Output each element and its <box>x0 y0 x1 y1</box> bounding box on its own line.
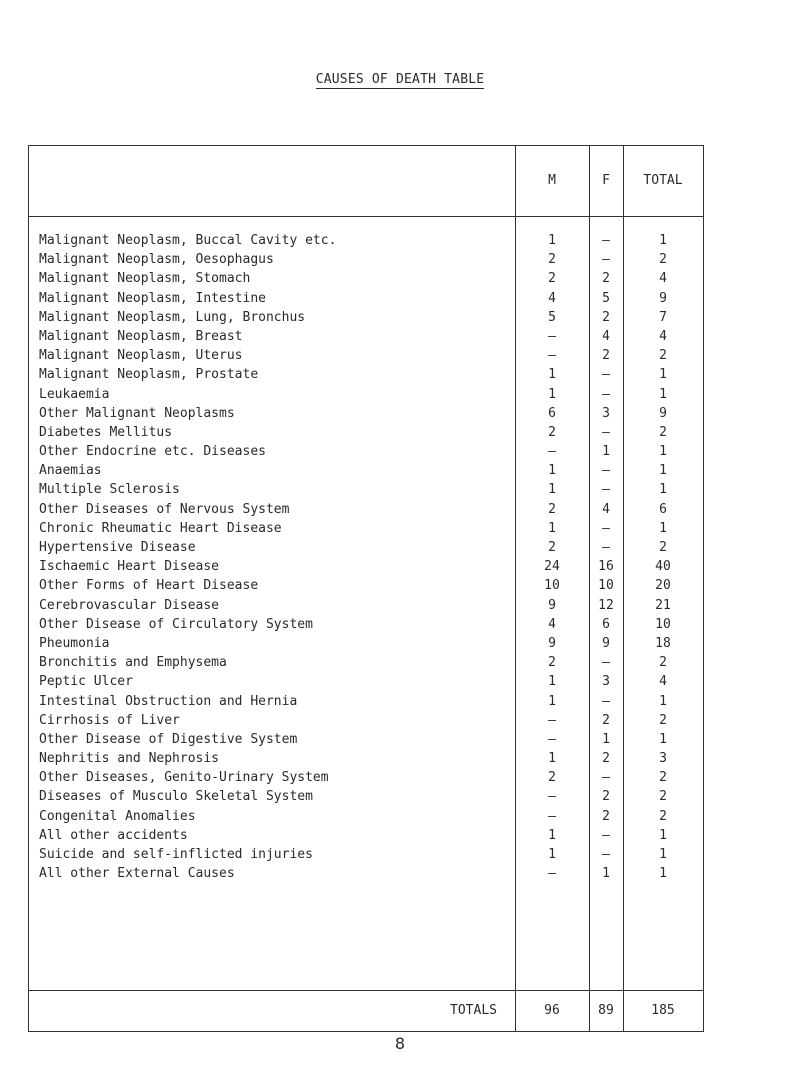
female-count: 10 <box>598 578 614 594</box>
table-row <box>29 576 703 595</box>
female-count: 6 <box>602 616 610 632</box>
table-row <box>29 826 703 845</box>
female-count: 2 <box>602 808 610 824</box>
male-count: 1 <box>548 847 556 862</box>
title-text: CAUSES OF DEATH TABLE <box>315 72 485 87</box>
cause-label: Malignant Neoplasm, Buccal Cavity etc. <box>39 233 337 248</box>
male-count: 9 <box>548 635 556 651</box>
total-count: 9 <box>659 290 667 306</box>
female-count: 2 <box>602 348 610 364</box>
table-row <box>29 768 703 787</box>
table-row <box>29 404 703 423</box>
table-row <box>29 423 703 442</box>
male-count: – <box>548 348 556 364</box>
female-count: 9 <box>602 635 610 651</box>
female-count: – <box>602 233 610 248</box>
cause-label: Malignant Neoplasm, Lung, Bronchus <box>39 309 306 325</box>
male-count: 9 <box>548 597 556 613</box>
table-row <box>29 365 703 384</box>
male-count: 24 <box>544 559 560 575</box>
table-row <box>29 231 703 250</box>
male-count: 2 <box>548 540 556 555</box>
table-row <box>29 634 703 653</box>
table-row <box>29 480 703 499</box>
female-count: 4 <box>602 328 610 344</box>
table-row <box>29 269 703 288</box>
total-count: 3 <box>659 751 667 767</box>
cause-label: Other Endocrine etc. Diseases <box>39 444 266 460</box>
cause-label: Suicide and self-inflicted injuries <box>39 847 313 862</box>
table-row <box>29 289 703 308</box>
male-count: 10 <box>544 578 560 594</box>
female-count: 2 <box>602 271 610 287</box>
total-count: 1 <box>659 463 667 479</box>
cause-label: Multiple Sclerosis <box>39 482 180 498</box>
table-row <box>29 807 703 826</box>
female-count: – <box>602 655 610 671</box>
male-count: 1 <box>548 751 556 767</box>
table-row <box>29 308 703 327</box>
table-row <box>29 500 703 519</box>
cause-label: Chronic Rheumatic Heart Disease <box>39 520 282 536</box>
cause-label: Malignant Neoplasm, Stomach <box>39 271 251 287</box>
cause-label: Leukaemia <box>39 386 110 402</box>
male-count: 1 <box>548 367 556 383</box>
male-count: – <box>548 731 556 747</box>
totals-m: 96 <box>544 1003 560 1018</box>
cause-label: All other accidents <box>39 827 188 843</box>
total-count: 2 <box>659 252 667 268</box>
header-total: TOTAL <box>643 173 683 188</box>
total-count: 1 <box>659 731 667 747</box>
total-count: 1 <box>659 233 667 248</box>
cause-label: Malignant Neoplasm, Oesophagus <box>39 252 274 268</box>
header-rule <box>29 216 703 217</box>
male-count: 1 <box>548 693 556 709</box>
female-count: – <box>602 252 610 268</box>
cause-label: Anaemias <box>39 463 102 479</box>
table-row <box>29 787 703 806</box>
totals-total: 185 <box>651 1003 675 1018</box>
table-row <box>29 864 703 883</box>
total-count: 40 <box>655 559 671 575</box>
female-count: – <box>602 463 610 479</box>
table-row <box>29 557 703 576</box>
cause-label: Pheumonia <box>39 635 110 651</box>
female-count: 2 <box>602 789 610 805</box>
total-count: 21 <box>655 597 671 613</box>
male-count: 2 <box>548 424 556 440</box>
cause-label: Peptic Ulcer <box>39 674 133 690</box>
table-row <box>29 461 703 480</box>
total-count: 2 <box>659 540 667 555</box>
table-row <box>29 749 703 768</box>
total-count: 2 <box>659 348 667 364</box>
male-count: 2 <box>548 655 556 671</box>
total-count: 2 <box>659 808 667 824</box>
table-row <box>29 845 703 864</box>
cause-label: Intestinal Obstruction and Hernia <box>39 693 298 709</box>
male-count: 4 <box>548 290 556 306</box>
table-row <box>29 250 703 269</box>
cause-label: Cerebrovascular Disease <box>39 597 220 613</box>
total-count: 2 <box>659 770 667 786</box>
male-count: – <box>548 808 556 824</box>
female-count: 12 <box>598 597 614 613</box>
table-row <box>29 692 703 711</box>
table-row <box>29 385 703 404</box>
female-count: 2 <box>602 712 610 728</box>
table-row <box>29 730 703 749</box>
female-count: – <box>602 424 610 440</box>
male-count: 2 <box>548 770 556 786</box>
male-count: 2 <box>548 501 556 517</box>
cause-label: Malignant Neoplasm, Intestine <box>39 290 266 306</box>
female-count: 1 <box>602 866 610 882</box>
table-row <box>29 653 703 672</box>
male-count: 1 <box>548 233 556 248</box>
cause-label: All other External Causes <box>39 866 235 882</box>
cause-label: Nephritis and Nephrosis <box>39 751 220 767</box>
totals-rule <box>29 990 703 991</box>
female-count: 1 <box>602 731 610 747</box>
table-row <box>29 596 703 615</box>
male-count: – <box>548 444 556 460</box>
total-count: 4 <box>659 328 667 344</box>
total-count: 1 <box>659 444 667 460</box>
female-count: – <box>602 540 610 555</box>
total-count: 2 <box>659 712 667 728</box>
total-count: 6 <box>659 501 667 517</box>
table-row <box>29 615 703 634</box>
table-row <box>29 327 703 346</box>
female-count: 1 <box>602 444 610 460</box>
female-count: – <box>602 847 610 862</box>
cause-label: Congenital Anomalies <box>39 808 196 824</box>
male-count: – <box>548 866 556 882</box>
male-count: 1 <box>548 482 556 498</box>
female-count: – <box>602 827 610 843</box>
female-count: 4 <box>602 501 610 517</box>
cause-label: Other Malignant Neoplasms <box>39 405 235 421</box>
cause-label: Other Disease of Digestive System <box>39 731 298 747</box>
total-count: 4 <box>659 271 667 287</box>
male-count: – <box>548 712 556 728</box>
causes-of-death-table <box>28 145 704 1032</box>
cause-label: Other Forms of Heart Disease <box>39 578 259 594</box>
cause-label: Other Disease of Circulatory System <box>39 616 313 632</box>
cause-label: Diabetes Mellitus <box>39 424 173 440</box>
total-count: 2 <box>659 789 667 805</box>
female-count: 5 <box>602 290 610 306</box>
male-count: 2 <box>548 252 556 268</box>
cause-label: Hypertensive Disease <box>39 540 196 555</box>
totals-label: TOTALS <box>450 1003 497 1018</box>
male-count: 5 <box>548 309 556 325</box>
total-count: 1 <box>659 482 667 498</box>
table-row <box>29 538 703 557</box>
cause-label: Malignant Neoplasm, Prostate <box>39 367 259 383</box>
cause-label: Other Diseases, Genito-Urinary System <box>39 770 329 786</box>
male-count: 1 <box>548 463 556 479</box>
cause-label: Ischaemic Heart Disease <box>39 559 220 575</box>
cause-label: Bronchitis and Emphysema <box>39 655 227 671</box>
male-count: – <box>548 789 556 805</box>
table-row <box>29 672 703 691</box>
female-count: – <box>602 482 610 498</box>
header-m: M <box>548 173 556 188</box>
total-count: 20 <box>655 578 671 594</box>
female-count: 3 <box>602 674 610 690</box>
female-count: – <box>602 367 610 383</box>
totals-f: 89 <box>598 1003 614 1018</box>
cause-label: Cirrhosis of Liver <box>39 712 180 728</box>
female-count: 2 <box>602 309 610 325</box>
male-count: 1 <box>548 520 556 536</box>
total-count: 1 <box>659 847 667 862</box>
female-count: – <box>602 693 610 709</box>
male-count: – <box>548 328 556 344</box>
cause-label: Malignant Neoplasm, Uterus <box>39 348 243 364</box>
total-count: 18 <box>655 635 671 651</box>
male-count: 4 <box>548 616 556 632</box>
total-count: 10 <box>655 616 671 632</box>
female-count: 2 <box>602 751 610 767</box>
table-row <box>29 711 703 730</box>
total-count: 7 <box>659 309 667 325</box>
table-row <box>29 346 703 365</box>
total-count: 2 <box>659 424 667 440</box>
total-count: 2 <box>659 655 667 671</box>
total-count: 9 <box>659 405 667 421</box>
total-count: 4 <box>659 674 667 690</box>
total-count: 1 <box>659 367 667 383</box>
table-body <box>29 231 703 883</box>
female-count: 16 <box>598 559 614 575</box>
totals-row <box>29 992 703 1030</box>
male-count: 1 <box>548 674 556 690</box>
table-row <box>29 442 703 461</box>
female-count: 3 <box>602 405 610 421</box>
total-count: 1 <box>659 386 667 402</box>
cause-label: Diseases of Musculo Skeletal System <box>39 789 313 805</box>
female-count: – <box>602 520 610 536</box>
cause-label: Other Diseases of Nervous System <box>39 501 290 517</box>
total-count: 1 <box>659 520 667 536</box>
male-count: 1 <box>548 386 556 402</box>
female-count: – <box>602 770 610 786</box>
total-count: 1 <box>659 693 667 709</box>
header-f: F <box>602 173 610 188</box>
total-count: 1 <box>659 866 667 882</box>
male-count: 1 <box>548 827 556 843</box>
female-count: – <box>602 386 610 402</box>
page-number: 8 <box>394 1034 406 1053</box>
cause-label: Malignant Neoplasm, Breast <box>39 328 243 344</box>
male-count: 2 <box>548 271 556 287</box>
table-row <box>29 519 703 538</box>
total-count: 1 <box>659 827 667 843</box>
male-count: 6 <box>548 405 556 421</box>
page-title <box>0 72 800 87</box>
